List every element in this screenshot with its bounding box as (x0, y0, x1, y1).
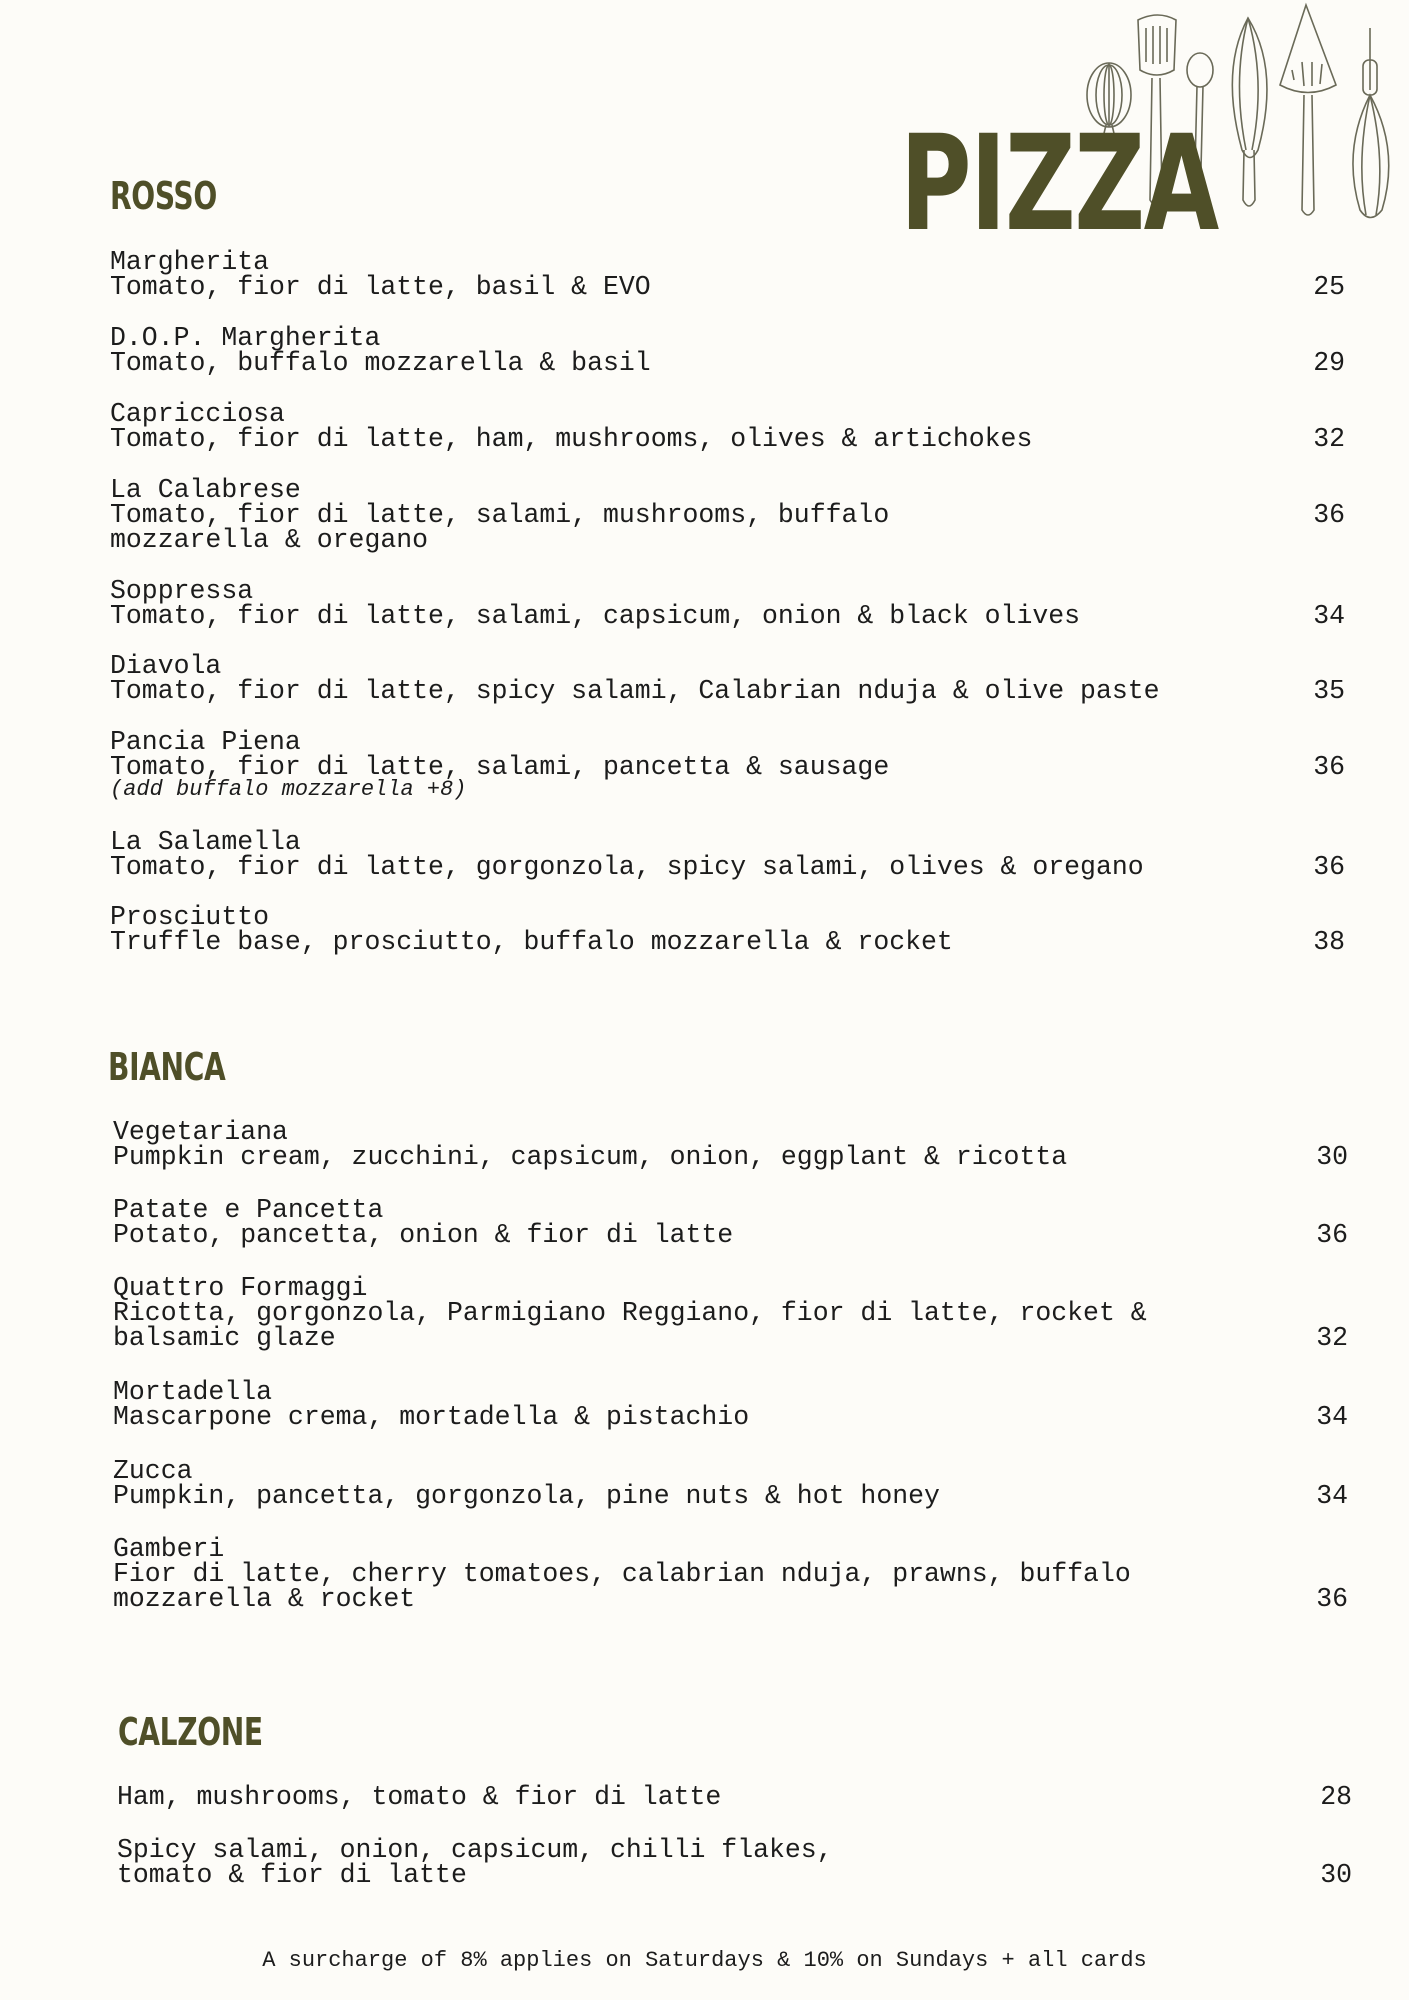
item-price: 35 (1313, 676, 1345, 706)
item-price: 34 (1316, 1481, 1348, 1511)
item-price: 25 (1313, 272, 1345, 302)
pie-server-icon (1280, 5, 1336, 215)
item-description: Tomato, fior di latte, salami, capsicum, onion & black olives (110, 601, 1081, 631)
menu-item (110, 827, 1345, 882)
item-description: Tomato, fior di latte, ham, mushrooms, olives & artichokes (110, 424, 1033, 454)
surcharge-notice: A surcharge of 8% applies on Saturdays & 10% on Sundays + all cards (262, 1948, 1147, 1973)
item-price: 36 (1313, 852, 1345, 882)
menu-item (110, 727, 1345, 802)
menu-item (113, 1534, 1348, 1614)
menu-item (113, 1273, 1348, 1353)
section-heading-bianca: BIANCA (108, 1045, 226, 1089)
menu-item (117, 1782, 1352, 1812)
item-price: 32 (1316, 1323, 1348, 1353)
menu-item (113, 1117, 1348, 1172)
item-price: 32 (1313, 424, 1345, 454)
item-description: Fior di latte, cherry tomatoes, calabrian nduja, prawns, buffalo mozzarella & rocket (113, 1559, 1131, 1614)
menu-item (110, 247, 1345, 302)
section-heading-rosso: ROSSO (110, 174, 217, 218)
item-description: Tomato, fior di latte, salami, pancetta & sausage (110, 752, 890, 782)
item-price: 28 (1320, 1782, 1352, 1812)
menu-item (117, 1835, 1352, 1890)
item-description: Potato, pancetta, onion & fior di latte (113, 1220, 734, 1250)
item-name: Gamberi (113, 1534, 225, 1564)
item-name: La Calabrese (110, 475, 301, 505)
item-name: Capricciosa (110, 399, 285, 429)
item-description: Tomato, fior di latte, gorgonzola, spicy salami, olives & oregano (110, 852, 1144, 882)
item-name: Margherita (110, 247, 270, 277)
menu-item (110, 323, 1345, 378)
menu-item (110, 651, 1345, 706)
item-description: Pumpkin, pancetta, gorgonzola, pine nuts & hot honey (113, 1481, 940, 1511)
menu-item (110, 902, 1345, 957)
item-name: Pancia Piena (110, 727, 301, 757)
item-description: Tomato, fior di latte, basil & EVO (110, 272, 651, 302)
item-name: Patate e Pancetta (113, 1195, 384, 1225)
item-price: 36 (1316, 1584, 1348, 1614)
item-price: 34 (1316, 1402, 1348, 1432)
item-description: Spicy salami, onion, capsicum, chilli flakes, tomato & fior di latte (117, 1835, 833, 1890)
item-name: Quattro Formaggi (113, 1273, 368, 1303)
menu-item (110, 576, 1345, 631)
item-price: 30 (1316, 1142, 1348, 1172)
item-name: Soppressa (110, 576, 254, 606)
section-heading-calzone: CALZONE (118, 1710, 263, 1754)
menu-item (113, 1195, 1348, 1250)
item-description: Mascarpone crema, mortadella & pistachio (113, 1402, 750, 1432)
item-name: D.O.P. Margherita (110, 323, 381, 353)
whisk-right-icon (1353, 28, 1389, 218)
item-price: 36 (1313, 752, 1345, 782)
item-price: 36 (1316, 1220, 1348, 1250)
item-note: (add buffalo mozzarella +8) (110, 777, 467, 802)
item-name: Mortadella (113, 1377, 273, 1407)
item-description: Tomato, buffalo mozzarella & basil (110, 348, 651, 378)
item-name: Diavola (110, 651, 222, 681)
item-name: Vegetariana (113, 1117, 288, 1147)
item-price: 29 (1313, 348, 1345, 378)
item-name: La Salamella (110, 827, 301, 857)
item-name: Zucca (113, 1456, 193, 1486)
menu-item (110, 475, 1345, 555)
item-description: Tomato, fior di latte, spicy salami, Calabrian nduja & olive paste (110, 676, 1160, 706)
item-description: Tomato, fior di latte, salami, mushrooms, buffalo mozzarella & oregano (110, 500, 890, 555)
menu-title: PIZZA (900, 107, 1218, 261)
item-description: Truffle base, prosciutto, buffalo mozzarella & rocket (110, 927, 953, 957)
item-description: Ham, mushrooms, tomato & fior di latte (117, 1782, 722, 1812)
whisk-large-icon (1232, 18, 1267, 206)
menu-item (113, 1456, 1348, 1511)
item-price: 36 (1313, 500, 1345, 530)
item-price: 38 (1313, 927, 1345, 957)
item-description: Ricotta, gorgonzola, Parmigiano Reggiano, fior di latte, rocket & balsamic glaze (113, 1298, 1147, 1353)
item-price: 30 (1320, 1860, 1352, 1890)
menu-item (110, 399, 1345, 454)
item-name: Prosciutto (110, 902, 270, 932)
item-price: 34 (1313, 601, 1345, 631)
item-description: Pumpkin cream, zucchini, capsicum, onion, eggplant & ricotta (113, 1142, 1068, 1172)
menu-item (113, 1377, 1348, 1432)
